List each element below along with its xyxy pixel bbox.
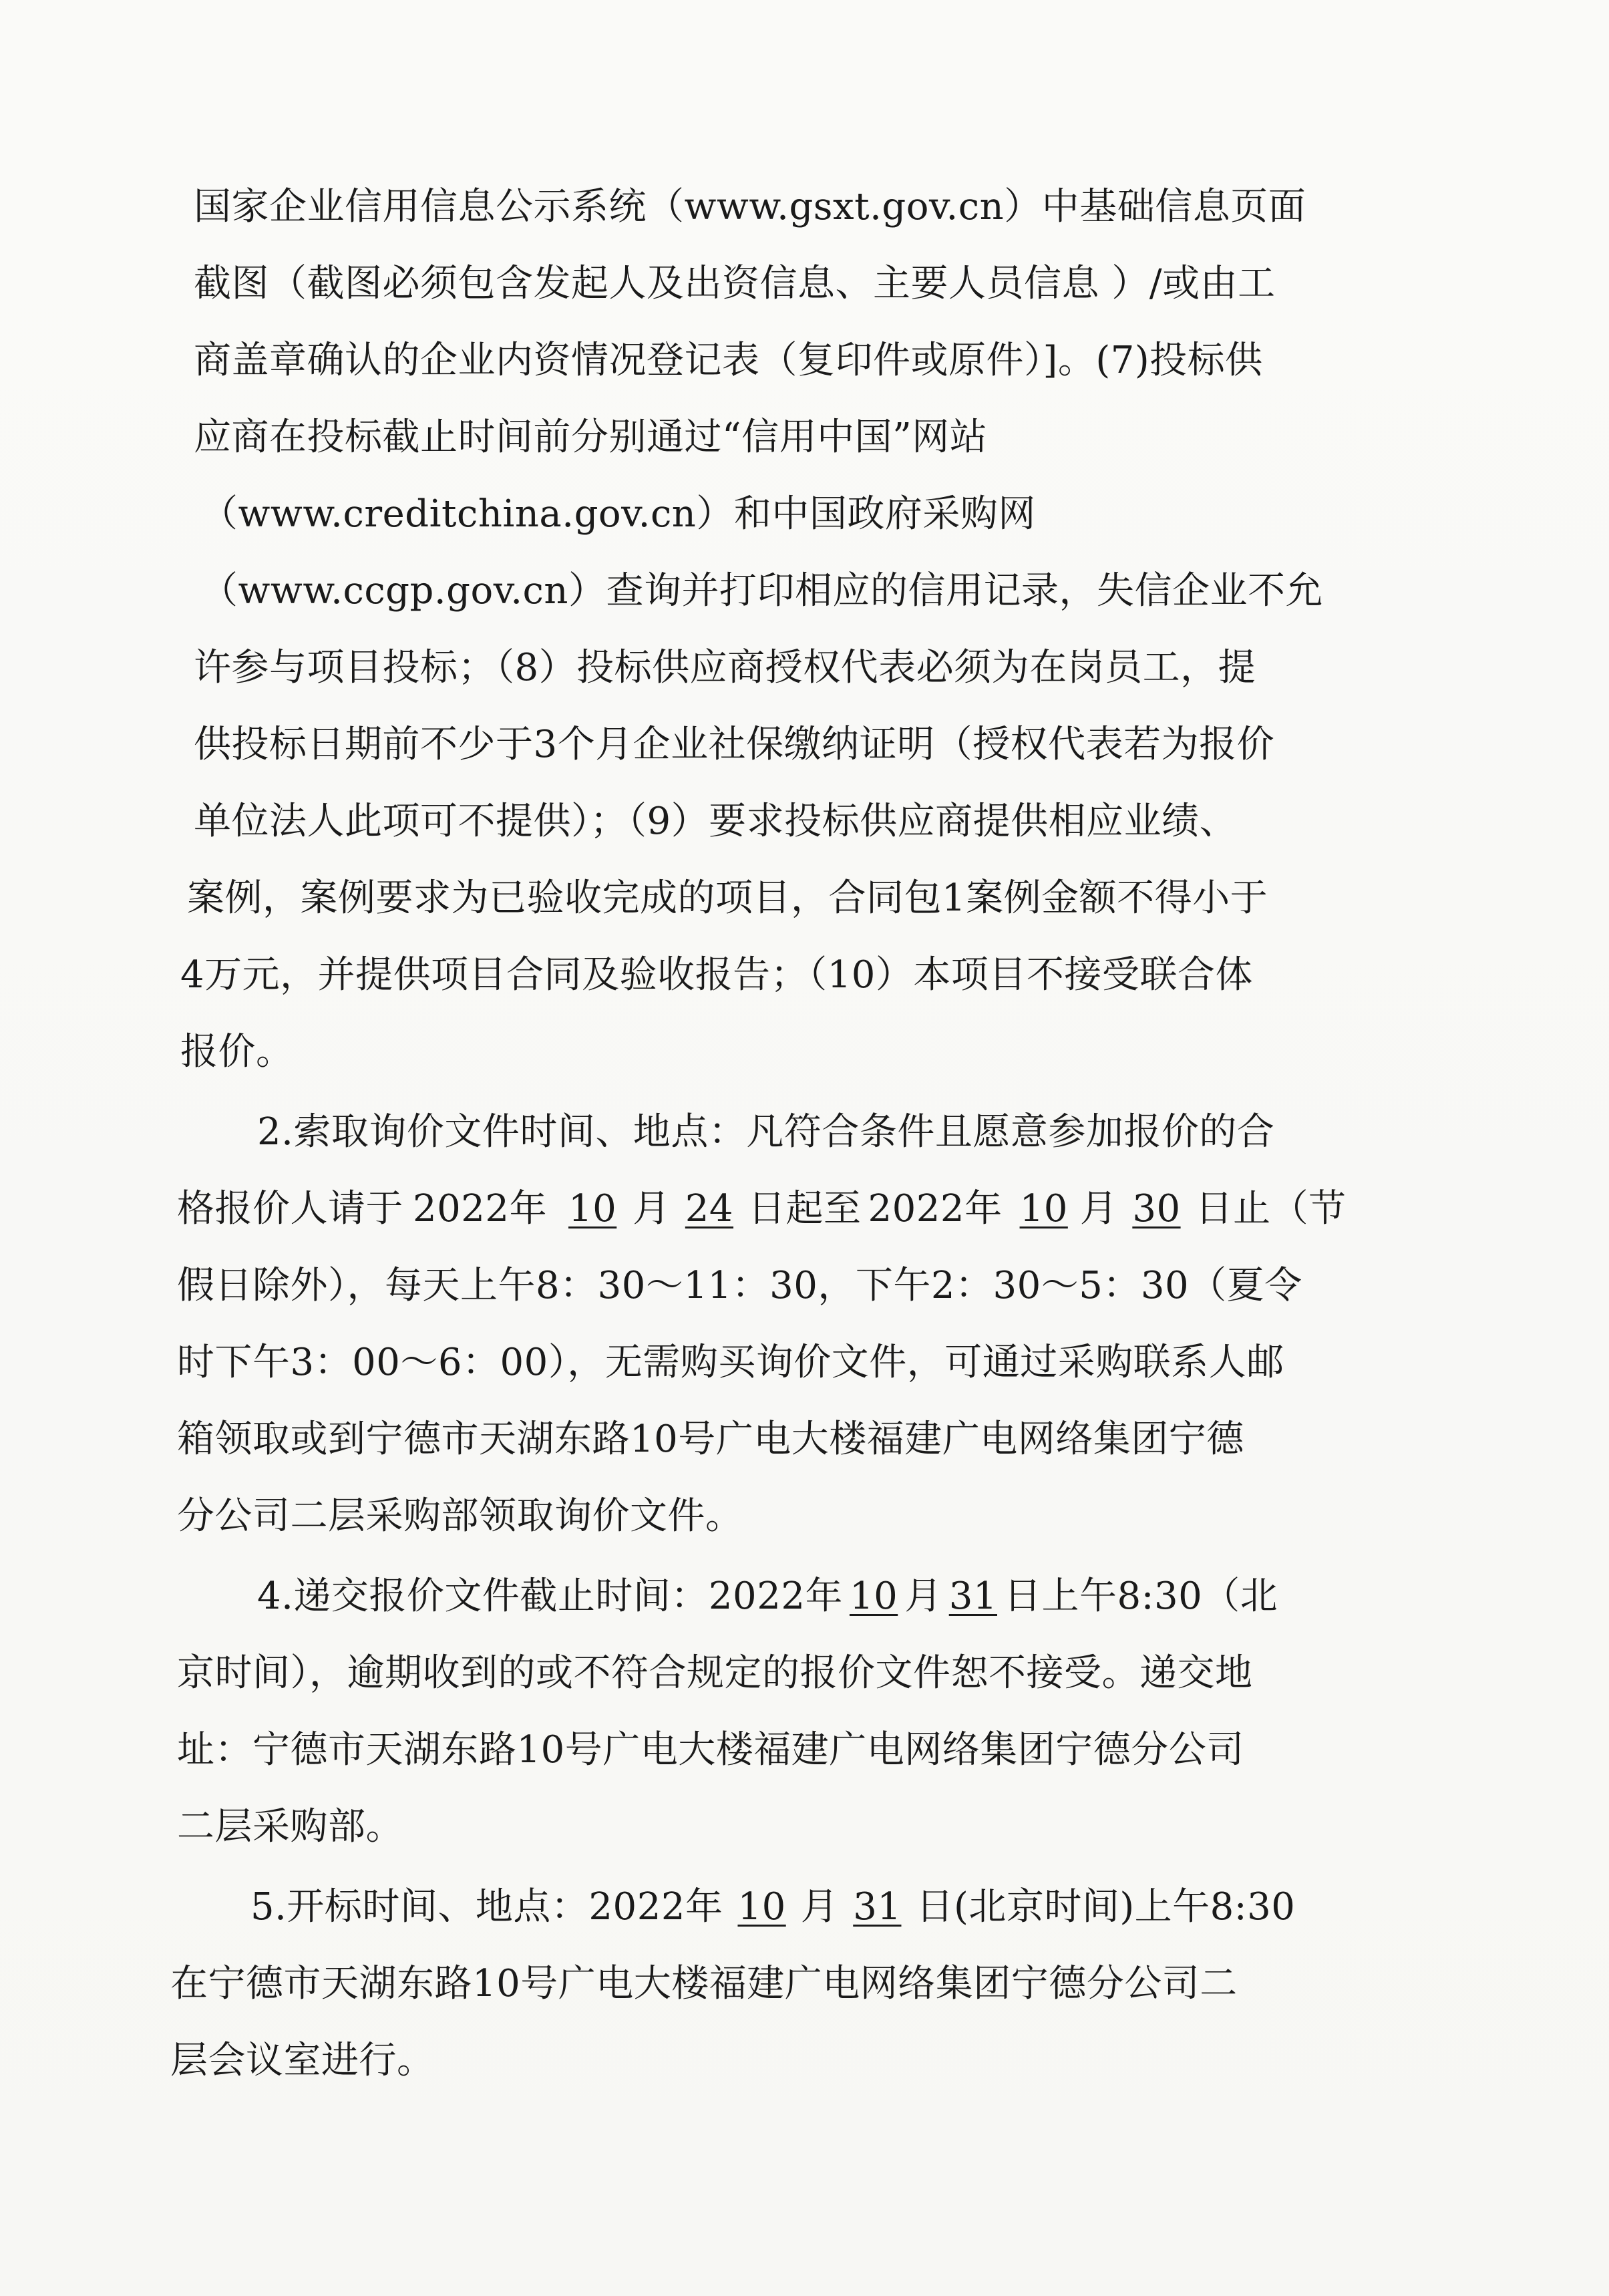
- text-line: 供投标日期前不少于3个月企业社保缴纳证明（授权代表若为报价: [194, 723, 1275, 766]
- text-fragment: 日上午8:30（北: [1003, 1575, 1278, 1618]
- text-fragment: 日止（节: [1195, 1187, 1347, 1231]
- date-month-filled: 10: [568, 1187, 617, 1231]
- date-month-filled: 10: [1019, 1187, 1068, 1231]
- text-line: 商盖章确认的企业内资情况登记表（复印件或原件）]。(7)投标供: [194, 339, 1263, 382]
- text-line: 案例，案例要求为已验收完成的项目，合同包1案例金额不得小于: [187, 876, 1268, 920]
- text-fragment: 日(北京时间)上午8:30: [916, 1885, 1296, 1929]
- text-fragment: 月: [904, 1575, 942, 1618]
- text-line: 应商在投标截止时间前分别通过“信用中国”网站: [194, 416, 988, 459]
- text-line: （www.ccgp.gov.cn）查询并打印相应的信用记录，失信企业不允: [200, 569, 1323, 613]
- section-heading-4: [257, 1570, 1278, 1623]
- text-line: 国家企业信用信息公示系统（www.gsxt.gov.cn）中基础信息页面: [194, 185, 1306, 228]
- text-fragment: 5.开标时间、地点：2022年: [250, 1885, 723, 1929]
- text-line: 层会议室进行。: [170, 2039, 435, 2082]
- date-day-filled: 24: [685, 1187, 734, 1231]
- section-heading-2: 2.索取询价文件时间、地点：凡符合条件且愿意参加报价的合: [257, 1110, 1275, 1154]
- text-line: [177, 1182, 1347, 1236]
- text-fragment: 格报价人请于: [177, 1187, 403, 1231]
- text-line: 假日除外），每天上午8：30～11：30，下午2：30～5：30（夏令: [177, 1264, 1302, 1307]
- text-line: （www.creditchina.gov.cn）和中国政府采购网: [200, 492, 1036, 536]
- text-fragment: 4.递交报价文件截止时间：2022年: [257, 1575, 843, 1618]
- text-fragment: 2022年: [413, 1187, 548, 1231]
- text-line: 截图（截图必须包含发起人及出资信息、主要人员信息 ）/或由工: [194, 262, 1276, 305]
- text-line: 址：宁德市天湖东路10号广电大楼福建广电网络集团宁德分公司: [177, 1728, 1244, 1772]
- text-line: 时下午3：00～6：00），无需购买询价文件，可通过采购联系人邮: [177, 1341, 1284, 1384]
- section-heading-5: [250, 1880, 1295, 1934]
- text-line: 二层采购部。: [177, 1805, 403, 1848]
- text-fragment: 日起至: [748, 1187, 862, 1231]
- date-day-filled: 30: [1132, 1187, 1181, 1231]
- text-line: 许参与项目投标；（8）投标供应商授权代表必须为在岗员工，提: [194, 646, 1256, 689]
- date-month-filled: 10: [737, 1885, 786, 1929]
- text-fragment: 月: [800, 1885, 839, 1929]
- text-line: 京时间），逾期收到的或不符合规定的报价文件恕不接受。递交地: [177, 1651, 1253, 1695]
- date-month-filled: 10: [849, 1575, 898, 1618]
- text-line: 单位法人此项可不提供）；（9）要求投标供应商提供相应业绩、: [194, 800, 1238, 843]
- text-line: 分公司二层采购部领取询价文件。: [177, 1494, 743, 1538]
- text-fragment: 月: [1079, 1187, 1118, 1231]
- text-line: 箱领取或到宁德市天湖东路10号广电大楼福建广电网络集团宁德: [177, 1418, 1244, 1461]
- text-fragment: 2022年: [868, 1187, 1003, 1231]
- text-fragment: 月: [633, 1187, 671, 1231]
- date-day-filled: 31: [948, 1575, 997, 1618]
- text-line: 报价。: [180, 1030, 294, 1074]
- text-line: 4万元，并提供项目合同及验收报告；（10）本项目不接受联合体: [180, 953, 1253, 997]
- text-line: 在宁德市天湖东路10号广电大楼福建广电网络集团宁德分公司二: [170, 1962, 1238, 2005]
- date-day-filled: 31: [853, 1885, 902, 1929]
